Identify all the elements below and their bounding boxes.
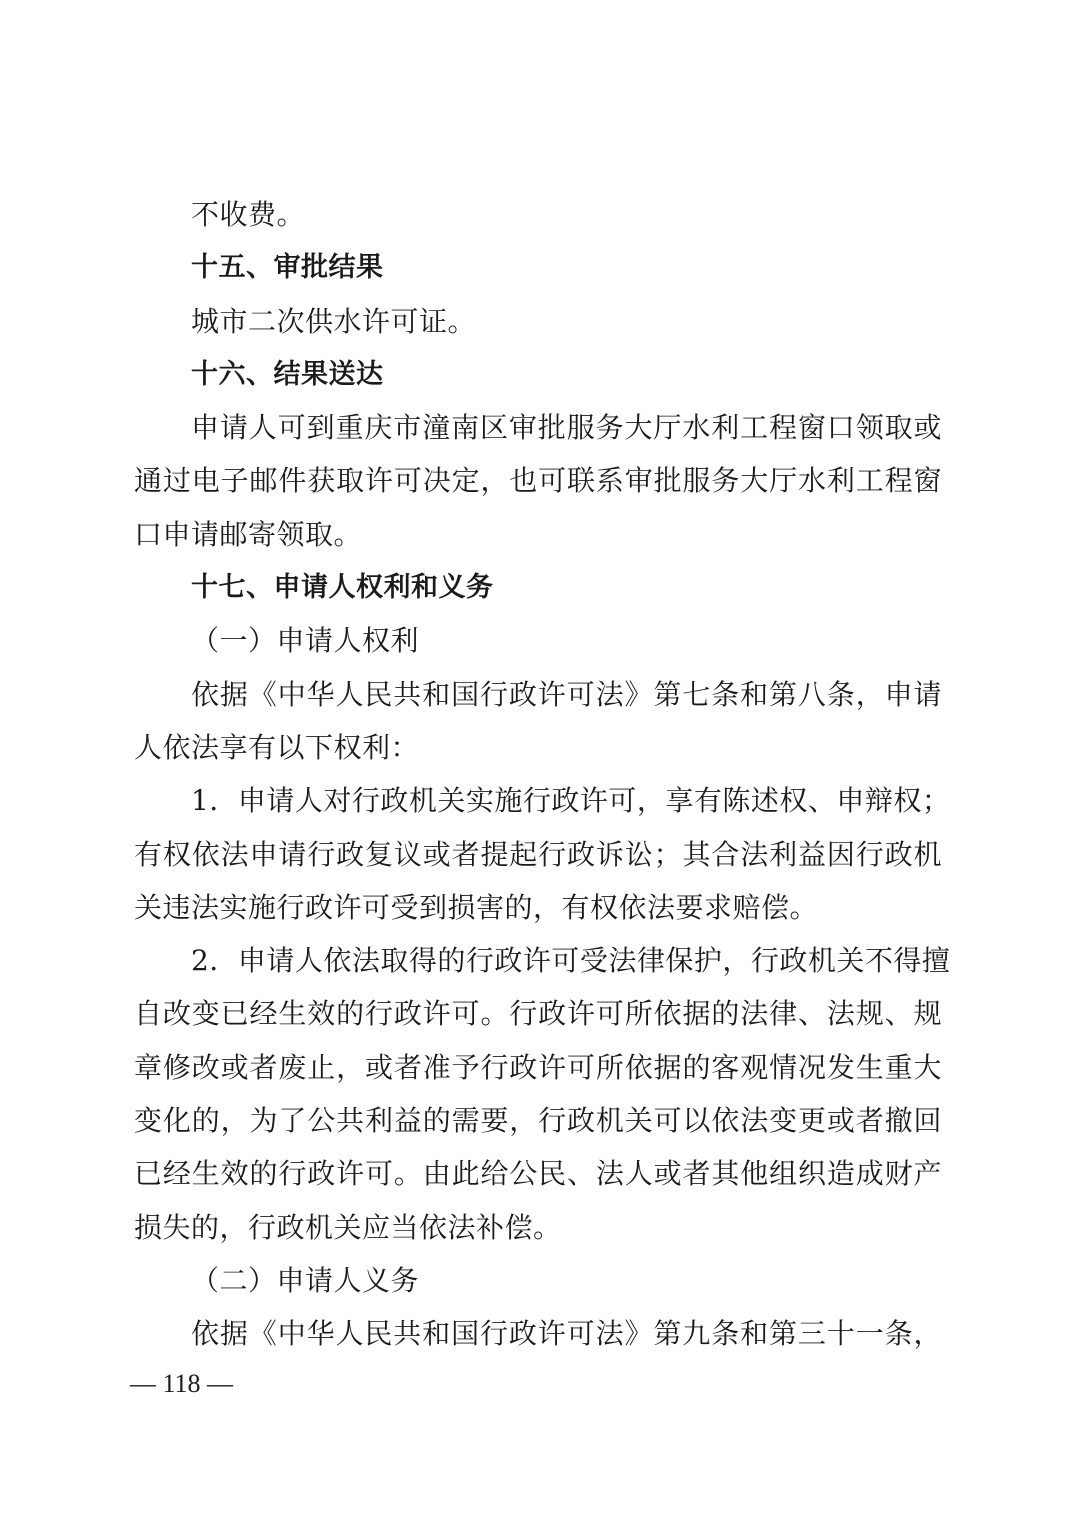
body-text-line: 有权依法申请行政复议或者提起行政诉讼；其合法利益因行政机 [134, 837, 942, 871]
body-text-line: 自改变已经生效的行政许可。行政许可所依据的法律、法规、规 [134, 997, 942, 1031]
body-text-line: 城市二次供水许可证。 [191, 304, 477, 338]
body-text-line: 章修改或者废止，或者准予行政许可所依据的客观情况发生重大 [134, 1050, 942, 1084]
body-text-line: 申请人可到重庆市潼南区审批服务大厅水利工程窗口领取或 [191, 411, 942, 445]
body-text-line: 变化的，为了公共利益的需要，行政机关可以依法变更或者撤回 [134, 1104, 942, 1138]
body-text-line: 依据《中华人民共和国行政许可法》第九条和第三十一条， [191, 1317, 942, 1351]
body-text-line: 不收费。 [191, 198, 306, 231]
page-number: — 118 — [130, 1369, 234, 1398]
section-heading: 十五、审批结果 [191, 252, 384, 284]
body-text-line: 已经生效的行政许可。由此给公民、法人或者其他组织造成财产 [134, 1157, 942, 1191]
section-heading: 十六、结果送达 [191, 358, 384, 390]
body-text-line: 2．申请人依法取得的行政许可受法律保护，行政机关不得擅 [191, 944, 951, 978]
document-body [134, 188, 951, 1361]
subsection-heading: （一）申请人权利 [191, 624, 420, 658]
body-text-line: 关违法实施行政许可受到损害的，有权依法要求赔偿。 [134, 890, 819, 924]
subsection-heading: （二）申请人义务 [191, 1263, 420, 1297]
body-text-line: 通过电子邮件获取许可决定，也可联系审批服务大厅水利工程窗 [134, 464, 942, 498]
body-text-line: 1．申请人对行政机关实施行政许可，享有陈述权、申辩权； [191, 784, 951, 818]
body-text-line: 人依法享有以下权利： [134, 730, 420, 764]
section-heading: 十七、申请人权利和义务 [191, 572, 494, 604]
body-text-line: 依据《中华人民共和国行政许可法》第七条和第八条，申请 [191, 677, 942, 711]
body-text-line: 损失的，行政机关应当依法补偿。 [134, 1210, 562, 1244]
body-text-line: 口申请邮寄领取。 [134, 517, 363, 551]
